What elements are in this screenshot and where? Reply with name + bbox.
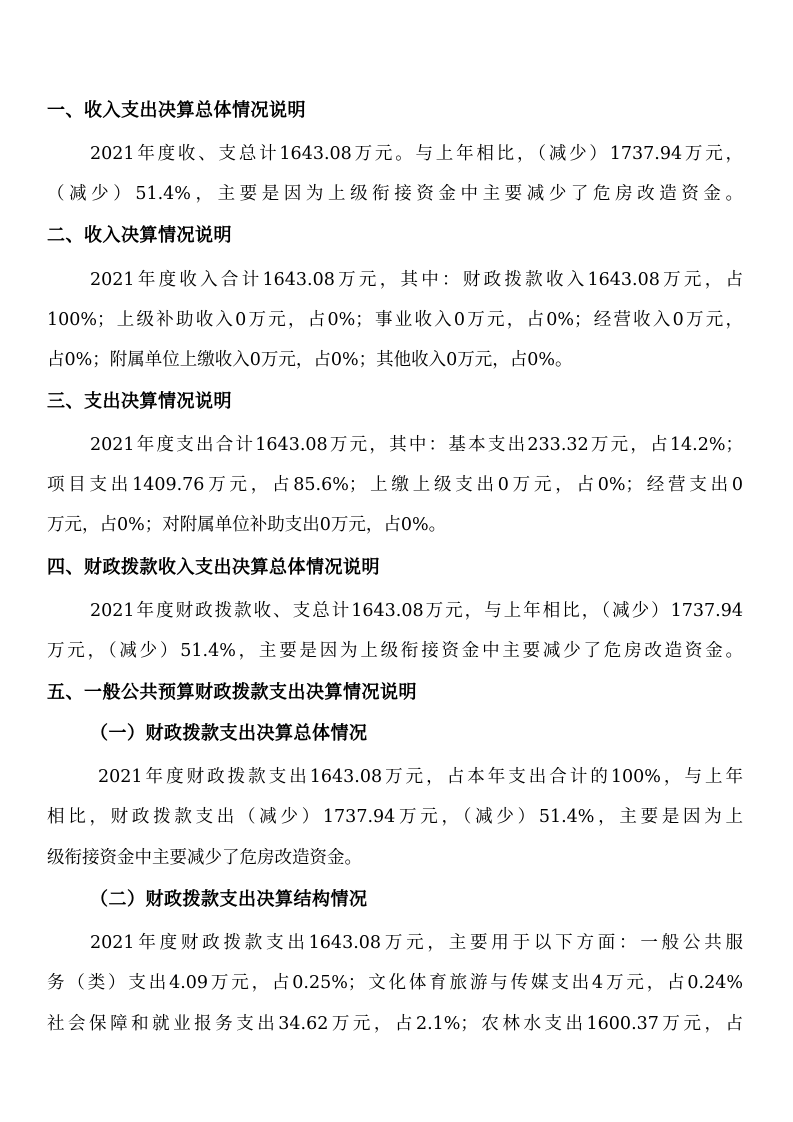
subsection-1-line-1: 2021年度财政拨款支出1643.08万元，占本年支出合计的100%，与上年 <box>98 767 743 787</box>
section-1-line-1: 2021年度收、支总计1643.08万元。与上年相比，（减少）1737.94万元， <box>90 144 743 164</box>
section-2-line-2: 100%；上级补助收入0万元，占0%；事业收入0万元，占0%；经营收入0万元， <box>47 310 743 330</box>
section-4-line-1: 2021年度财政拨款收、支总计1643.08万元，与上年相比，（减少）1737.94 <box>90 601 743 621</box>
subsection-1-heading: （一）财政拨款支出决算总体情况 <box>90 723 368 744</box>
section-4-heading: 四、财政拨款收入支出决算总体情况说明 <box>47 557 380 578</box>
section-3-line-1: 2021年度支出合计1643.08万元，其中：基本支出233.32万元，占14.2%； <box>90 435 743 455</box>
section-1-heading: 一、收入支出决算总体情况说明 <box>47 100 306 121</box>
section-3-line-3: 万元，占0%；对附属单位补助支出0万元，占0%。 <box>47 515 447 535</box>
subsection-2-line-3: 社会保障和就业报务支出34.62万元，占2.1%；农林水支出1600.37万元，占 <box>47 1014 743 1034</box>
subsection-1-line-3: 级衔接资金中主要减少了危房改造资金。 <box>47 848 362 868</box>
section-2-heading: 二、收入决算情况说明 <box>47 225 232 246</box>
subsection-2-heading: （二）财政拨款支出决算结构情况 <box>90 889 368 910</box>
section-3-heading: 三、支出决算情况说明 <box>47 391 232 412</box>
subsection-2-line-1: 2021年度财政拨款支出1643.08万元，主要用于以下方面：一般公共服 <box>90 933 743 953</box>
subsection-1-line-2: 相比，财政拨款支出（减少）1737.94万元，（减少）51.4%，主要是因为上 <box>47 807 743 827</box>
section-4-line-2: 万元，（减少）51.4%，主要是因为上级衔接资金中主要减少了危房改造资金。 <box>47 641 743 661</box>
section-2-line-3: 占0%；附属单位上缴收入0万元，占0%；其他收入0万元，占0%。 <box>47 350 573 370</box>
subsection-2-line-2: 务（类）支出4.09万元，占0.25%；文化体育旅游与传媒支出4万元，占0.24% <box>47 973 743 993</box>
section-5-heading: 五、一般公共预算财政拨款支出决算情况说明 <box>47 682 417 703</box>
section-2-line-1: 2021年度收入合计1643.08万元，其中：财政拨款收入1643.08万元，占 <box>90 270 743 290</box>
section-3-line-2: 项目支出1409.76万元，占85.6%；上缴上级支出0万元，占0%；经营支出0 <box>47 475 743 495</box>
section-1-line-2: （减少）51.4%，主要是因为上级衔接资金中主要减少了危房改造资金。 <box>47 184 743 204</box>
